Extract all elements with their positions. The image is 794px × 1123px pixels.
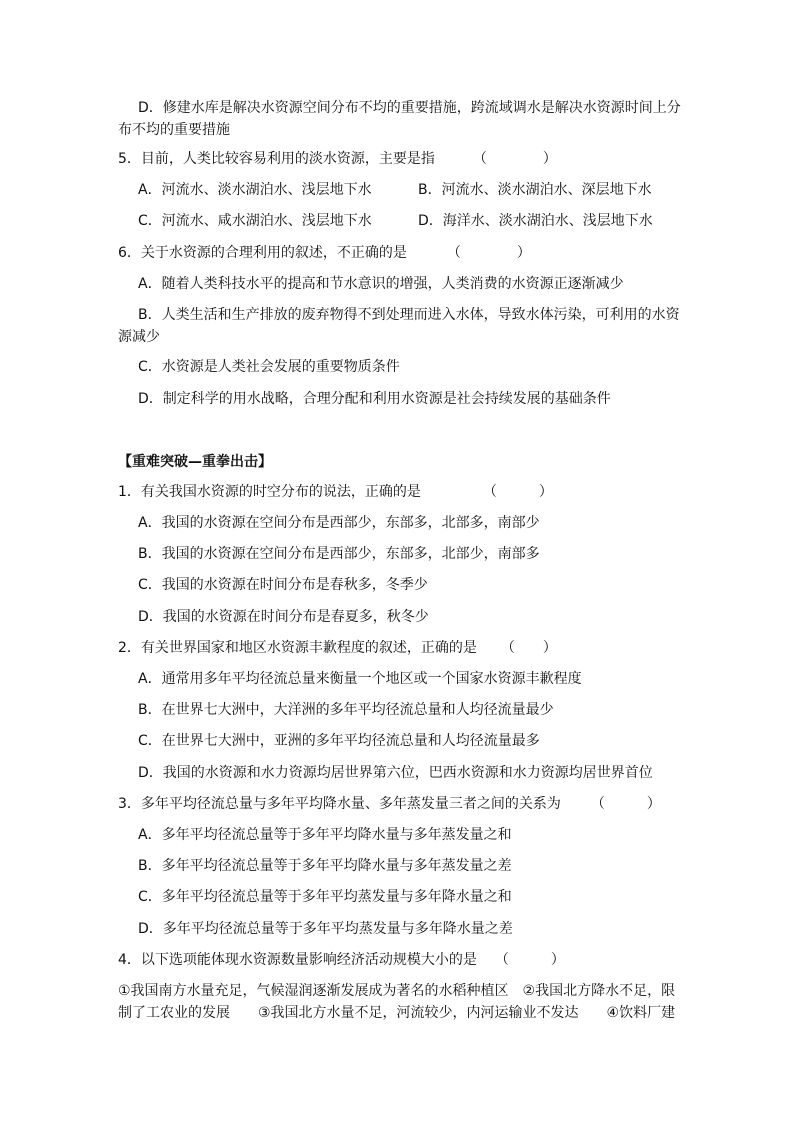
q5-answer-blank: （ ） [472, 151, 557, 167]
s4-answer-blank: （ ） [494, 952, 565, 968]
q5-option-a: A．河流水、淡水湖泊水、浅层地下水 [138, 182, 372, 198]
s1-stem [118, 482, 553, 502]
s3-answer-blank: （ ） [590, 796, 661, 812]
s2-option-c: C．在世界七大洲中，亚洲的多年平均径流总量和人均径流量最多 [138, 733, 540, 749]
q6-option-c: C．水资源是人类社会发展的重要物质条件 [138, 359, 400, 375]
s1-answer-blank: （ ） [482, 484, 553, 500]
s3-stem [118, 794, 661, 814]
s2-answer-blank: （ ） [500, 640, 557, 656]
q5-option-d: D．海洋水、淡水湖泊水、浅层地下水 [418, 213, 653, 229]
prev-option-d-line2: 布不均的重要措施 [118, 122, 230, 138]
q6-stem-text: 6．关于水资源的合理利用的叙述，不正确的是 [118, 245, 407, 261]
s3-stem-text: 3．多年平均径流总量与多年平均降水量、多年蒸发量三者之间的关系为 [118, 796, 561, 812]
q5-stem-text: 5．目前，人类比较容易利用的淡水资源，主要是指 [118, 151, 435, 167]
s3-option-c: C．多年平均径流总量等于多年平均蒸发量与多年降水量之和 [138, 889, 512, 905]
s4-stem-text: 4．以下选项能体现水资源数量影响经济活动规模大小的是 [118, 952, 477, 968]
q6-option-b-line2: 源减少 [118, 329, 160, 345]
s2-stem [118, 638, 557, 658]
s4-statement-line1: ①我国南方水量充足，气候湿润逐渐发展成为著名的水稻种植区 ②我国北方降水不足，限 [118, 983, 676, 999]
q6-stem [118, 243, 531, 263]
q5-stem [118, 149, 557, 169]
s2-option-a: A．通常用多年平均径流总量来衡量一个地区或一个国家水资源丰歉程度 [138, 671, 582, 687]
s1-option-a: A．我国的水资源在空间分布是西部少，东部多，北部多，南部少 [138, 515, 540, 531]
s1-option-b: B．我国的水资源在空间分布是西部少，东部多，北部少，南部多 [138, 546, 540, 562]
q6-option-b-line1: B．人类生活和生产排放的废弃物得不到处理而进入水体，导致水体污染，可利用的水资 [138, 307, 680, 323]
s4-stem [118, 950, 565, 970]
q6-option-d: D．制定科学的用水战略，合理分配和利用水资源是社会持续发展的基础条件 [138, 391, 611, 407]
q5-option-b: B．河流水、淡水湖泊水、深层地下水 [418, 182, 652, 198]
section-title: 【重难突破—重拳出击】 [118, 454, 272, 470]
s2-option-b: B．在世界七大洲中，大洋洲的多年平均径流总量和人均径流量最少 [138, 702, 554, 718]
s4-statement-line2: 制了工农业的发展 ③我国北方水量不足，河流较少，内河运输业不发达 ④饮料厂建 [118, 1005, 676, 1021]
q5-option-c: C．河流水、咸水湖泊水、浅层地下水 [138, 213, 372, 229]
s3-option-a: A．多年平均径流总量等于多年平均降水量与多年蒸发量之和 [138, 827, 512, 843]
prev-option-d-line1: D．修建水库是解决水资源空间分布不均的重要措施，跨流域调水是解决水资源时间上分 [138, 100, 681, 116]
s3-option-d: D．多年平均径流总量等于多年平均蒸发量与多年降水量之差 [138, 921, 513, 937]
q6-option-a: A．随着人类科技水平的提高和节水意识的增强，人类消费的水资源正逐渐减少 [138, 276, 624, 292]
s2-option-d: D．我国的水资源和水力资源均居世界第六位，巴西水资源和水力资源均居世界首位 [138, 765, 653, 781]
s1-stem-text: 1．有关我国水资源的时空分布的说法，正确的是 [118, 484, 421, 500]
s1-option-c: C．我国的水资源在时间分布是春秋多，冬季少 [138, 577, 428, 593]
s3-option-b: B．多年平均径流总量等于多年平均降水量与多年蒸发量之差 [138, 858, 512, 874]
q6-answer-blank: （ ） [446, 245, 531, 261]
s1-option-d: D．我国的水资源在时间分布是春夏多，秋冬少 [138, 609, 429, 625]
s2-stem-text: 2．有关世界国家和地区水资源丰歉程度的叙述，正确的是 [118, 640, 477, 656]
